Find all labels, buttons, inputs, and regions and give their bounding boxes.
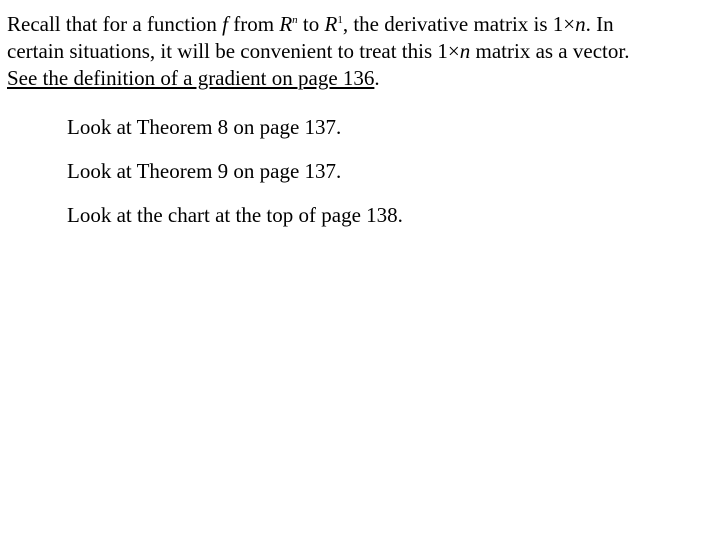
symbol-R: R — [279, 12, 293, 36]
function-f: f — [222, 12, 229, 36]
intro-paragraph — [7, 11, 720, 92]
list-item: Look at Theorem 8 on page 137. — [67, 115, 342, 139]
list-item: Look at Theorem 9 on page 137. — [67, 159, 342, 183]
gradient-definition-link[interactable]: See the definition of a gradient on page 136 — [7, 66, 375, 90]
intro-line-3 — [7, 65, 720, 92]
intro-text: , the derivative matrix is 1× — [342, 12, 576, 36]
intro-text: certain situations, it will be convenient to treat this 1× — [7, 39, 460, 63]
intro-line-2 — [7, 38, 720, 65]
intro-text: . — [374, 66, 380, 90]
intro-text: matrix as a vector. — [470, 39, 630, 63]
symbol-R: R — [324, 12, 338, 36]
intro-line-1 — [7, 11, 720, 38]
list-item: Look at the chart at the top of page 138. — [67, 203, 403, 227]
intro-text: . In — [585, 12, 614, 36]
superscript-1: 1 — [337, 14, 343, 26]
reference-list — [67, 114, 403, 246]
intro-text: Recall that for a function — [7, 12, 223, 36]
intro-text: to — [297, 12, 325, 36]
intro-text: from — [228, 12, 280, 36]
symbol-n: n — [459, 39, 471, 63]
symbol-n: n — [575, 12, 586, 36]
superscript-n: n — [292, 14, 298, 26]
